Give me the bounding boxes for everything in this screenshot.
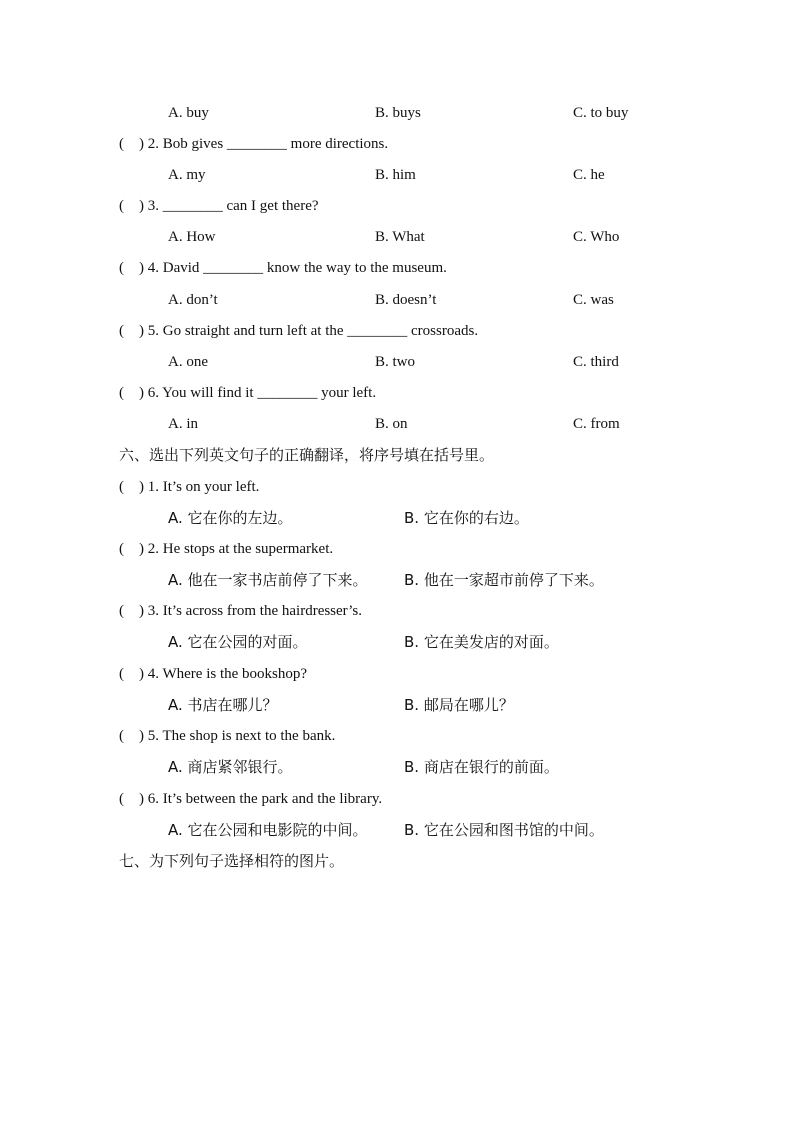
q5-option-c: C. third xyxy=(573,354,619,370)
q2-option-c: C. he xyxy=(573,167,605,183)
q3-option-b: B. What xyxy=(375,229,425,245)
q2-option-b: B. him xyxy=(375,167,416,183)
s6-q2-option-b: B. 他在一家超市前停了下来。 xyxy=(404,571,604,589)
q3-option-a: A. How xyxy=(168,229,216,245)
s6-q4-option-a: A. 书店在哪儿？ xyxy=(168,696,278,714)
s6-q1-question: ( ) 1. It’s on your left. xyxy=(119,479,260,495)
q1-option-a: A. buy xyxy=(168,105,209,121)
s6-q2-question: ( ) 2. He stops at the supermarket. xyxy=(119,541,334,557)
q5-option-b: B. two xyxy=(375,354,416,370)
q5-question: ( ) 5. Go straight and turn left at the ________ crossroads. xyxy=(119,323,479,339)
q4-option-b: B. doesn’t xyxy=(375,292,437,308)
q4-option-a: A. don’t xyxy=(168,292,218,308)
q6-option-b: B. on xyxy=(375,416,408,432)
s6-q6-option-a: A. 它在公园和电影院的中间。 xyxy=(168,821,368,839)
s6-q1-option-b: B. 它在你的右边。 xyxy=(404,509,529,527)
s6-q4-question: ( ) 4. Where is the bookshop? xyxy=(119,666,308,682)
q4-option-c: C. was xyxy=(573,292,614,308)
q4-question: ( ) 4. David ________ know the way to the museum. xyxy=(119,260,447,276)
q2-question: ( ) 2. Bob gives ________ more directions. xyxy=(119,136,389,152)
q6-question: ( ) 6. You will find it ________ your left. xyxy=(119,385,377,401)
q6-option-a: A. in xyxy=(168,416,198,432)
s6-q3-question: ( ) 3. It’s across from the hairdresser’s. xyxy=(119,603,362,619)
s6-q5-option-a: A. 商店紧邻银行。 xyxy=(168,758,293,776)
q3-question: ( ) 3. ________ can I get there? xyxy=(119,198,319,214)
s6-q6-question: ( ) 6. It’s between the park and the library. xyxy=(119,791,383,807)
s6-q5-question: ( ) 5. The shop is next to the bank. xyxy=(119,728,336,744)
s6-q5-option-b: B. 商店在银行的前面。 xyxy=(404,758,559,776)
section-7-heading: 七、为下列句子选择相符的图片。 xyxy=(119,852,345,870)
s6-q2-option-a: A. 他在一家书店前停了下来。 xyxy=(168,571,368,589)
q3-option-c: C. Who xyxy=(573,229,620,245)
q5-option-a: A. one xyxy=(168,354,208,370)
s6-q3-option-a: A. 它在公园的对面。 xyxy=(168,633,308,651)
s6-q3-option-b: B. 它在美发店的对面。 xyxy=(404,633,559,651)
s6-q6-option-b: B. 它在公园和图书馆的中间。 xyxy=(404,821,604,839)
s6-q1-option-a: A. 它在你的左边。 xyxy=(168,509,293,527)
section-6-heading: 六、选出下列英文句子的正确翻译，将序号填在括号里。 xyxy=(119,446,495,464)
q1-option-c: C. to buy xyxy=(573,105,629,121)
s6-q4-option-b: B. 邮局在哪儿？ xyxy=(404,696,514,714)
q2-option-a: A. my xyxy=(168,167,206,183)
q1-option-b: B. buys xyxy=(375,105,421,121)
q6-option-c: C. from xyxy=(573,416,620,432)
